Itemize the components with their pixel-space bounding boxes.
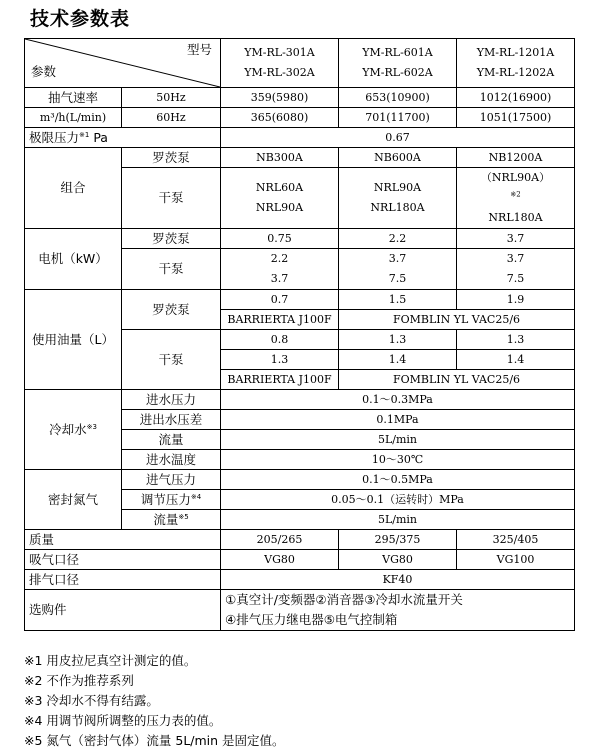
model-1-line1: YM-RL-301A — [244, 46, 315, 59]
speed-60-2: 701(11700) — [339, 108, 457, 128]
spec-table — [24, 38, 575, 631]
ultimate-pressure-row — [25, 128, 575, 148]
oil-dry-2-line2: 1.4 — [339, 350, 457, 370]
oil-dry-label: 干泵 — [122, 330, 221, 390]
motor-roots-2: 2.2 — [339, 229, 457, 249]
speed-50-2: 653(10900) — [339, 88, 457, 108]
pumping-speed-row-50hz — [25, 88, 575, 108]
options-row — [25, 590, 575, 631]
cooling-temp-label: 进水温度 — [122, 450, 221, 470]
motor-dry-2-line1: 3.7 — [388, 252, 407, 265]
motor-dry-2-line2: 7.5 — [388, 272, 407, 285]
seal-regulated-pressure-label — [122, 490, 221, 510]
note-ref-3: ※3 — [86, 422, 97, 431]
options-line1: ①真空计/变频器②消音器③冷却水流量开关 — [225, 592, 463, 607]
note-ref-2: ※2 — [510, 190, 521, 199]
combination-roots-row — [25, 148, 575, 168]
options-value — [221, 590, 575, 631]
inlet-1: VG80 — [221, 550, 339, 570]
oil-dry-3-line2: 1.4 — [457, 350, 575, 370]
seal-regulated-pressure-text: 调节压力 — [140, 491, 191, 507]
speed-50-1: 359(5980) — [221, 88, 339, 108]
oil-dry-1-line2: 1.3 — [221, 350, 339, 370]
seal-row-1 — [25, 470, 575, 490]
model-2-line2: YM-RL-602A — [362, 66, 433, 79]
note-ref-1: ※1 — [79, 130, 90, 139]
model-column-3 — [457, 39, 575, 88]
ultimate-pressure-text: 极限压力 — [29, 129, 80, 145]
model-2-line1: YM-RL-601A — [362, 46, 433, 59]
header-diagonal-cell — [25, 39, 221, 88]
motor-dry-label: 干泵 — [122, 249, 221, 290]
combination-dry-3-line2: NRL180A — [488, 211, 543, 224]
footnote-5: ※5 氮气（密封气体）流量 5L/min 是固定值。 — [24, 733, 285, 748]
inlet-3: VG100 — [457, 550, 575, 570]
model-3-line2: YM-RL-1202A — [476, 66, 555, 79]
options-line2: ④排气压力继电器⑤电气控制箱 — [225, 612, 398, 627]
oil-roots-type-2: FOMBLIN YL VAC25/6 — [339, 310, 575, 330]
model-1-line2: YM-RL-302A — [244, 66, 315, 79]
page-title: 技术参数表 — [30, 8, 131, 30]
combination-dry-2 — [339, 168, 457, 229]
combination-dry-3-line1 — [459, 168, 572, 208]
inlet-label: 吸气口径 — [25, 550, 221, 570]
combination-roots-1: NB300A — [221, 148, 339, 168]
oil-dry-1-line1: 0.8 — [221, 330, 339, 350]
note-ref-5: ※5 — [178, 512, 189, 521]
mass-row — [25, 530, 575, 550]
cooling-inlet-pressure-label: 进水压力 — [122, 390, 221, 410]
pressure-unit: Pa — [93, 129, 108, 145]
seal-inlet-pressure-label — [122, 470, 221, 490]
combination-dry-1 — [221, 168, 339, 229]
speed-60-1: 365(6080) — [221, 108, 339, 128]
oil-roots-1: 0.7 — [221, 290, 339, 310]
motor-dry-2 — [339, 249, 457, 290]
combination-dry-1-line2: NRL90A — [255, 201, 304, 214]
pumping-speed-label: 抽气速率 — [25, 88, 122, 108]
exhaust-value: KF40 — [221, 570, 575, 590]
motor-dry-1-line1: 2.2 — [270, 252, 289, 265]
seal-inlet-pressure-text: 进气压力 — [145, 471, 196, 487]
mass-2: 295/375 — [339, 530, 457, 550]
seal-inlet-pressure-value: 0.1～0.5MPa — [221, 470, 575, 490]
motor-roots-row — [25, 229, 575, 249]
motor-roots-3: 3.7 — [457, 229, 575, 249]
exhaust-row — [25, 570, 575, 590]
motor-dry-3 — [457, 249, 575, 290]
options-label: 选购件 — [25, 590, 221, 631]
cooling-diff-pressure-label: 进出水压差 — [122, 410, 221, 430]
model-label: 型号 — [186, 42, 212, 57]
footnote-1: ※1 用皮拉尼真空计测定的值。 — [24, 653, 197, 668]
cooling-flow-value: 5L/min — [221, 430, 575, 450]
combination-roots-label: 罗茨泵 — [122, 148, 221, 168]
seal-regulated-pressure-value: 0.05～0.1（运转时）MPa — [221, 490, 575, 510]
ultimate-pressure-label — [25, 128, 221, 148]
oil-dry-type-1: BARRIERTA J100F — [221, 370, 339, 390]
ultimate-pressure-value: 0.67 — [221, 128, 575, 148]
speed-60-3: 1051(17500) — [457, 108, 575, 128]
speed-50-3: 1012(16900) — [457, 88, 575, 108]
cooling-label — [25, 390, 122, 470]
seal-flow-text: 流量 — [153, 511, 179, 527]
model-column-1 — [221, 39, 339, 88]
cooling-flow-label: 流量 — [122, 430, 221, 450]
footnote-4: ※4 用调节阀所调整的压力表的值。 — [24, 713, 222, 728]
motor-label: 电机（kW） — [25, 229, 122, 290]
footnotes — [24, 651, 285, 751]
motor-dry-1-line2: 3.7 — [270, 272, 289, 285]
combination-dry-3-line1-text: （NRL90A） — [480, 171, 551, 184]
exhaust-label: 排气口径 — [25, 570, 221, 590]
oil-dry-2-line1: 1.3 — [339, 330, 457, 350]
motor-dry-3-line1: 3.7 — [506, 252, 525, 265]
combination-label: 组合 — [25, 148, 122, 229]
footnote-2: ※2 不作为推荐系列 — [24, 673, 134, 688]
seal-flow-label — [122, 510, 221, 530]
cooling-diff-pressure-value: 0.1MPa — [221, 410, 575, 430]
combination-dry-1-line1: NRL60A — [255, 181, 304, 194]
motor-dry-3-line2: 7.5 — [506, 272, 525, 285]
note-ref-4: ※4 — [190, 492, 202, 501]
footnote-3: ※3 冷却水不得有结露。 — [24, 693, 159, 708]
seal-flow-value: 5L/min — [221, 510, 575, 530]
combination-dry-3 — [457, 168, 575, 229]
cooling-temp-value: 10～30℃ — [221, 450, 575, 470]
pumping-speed-unit: m³/h(L/min) — [25, 108, 122, 128]
seal-gas-label: 密封氮气 — [25, 470, 122, 530]
header-row — [25, 39, 575, 88]
motor-roots-label: 罗茨泵 — [122, 229, 221, 249]
param-label: 参数 — [31, 64, 57, 79]
combination-roots-3: NB1200A — [457, 148, 575, 168]
mass-3: 325/405 — [457, 530, 575, 550]
oil-roots-3: 1.9 — [457, 290, 575, 310]
combination-dry-label: 干泵 — [122, 168, 221, 229]
mass-label: 质量 — [25, 530, 221, 550]
model-column-2 — [339, 39, 457, 88]
mass-1: 205/265 — [221, 530, 339, 550]
motor-dry-1 — [221, 249, 339, 290]
oil-roots-label: 罗茨泵 — [122, 290, 221, 330]
oil-dry-type-2: FOMBLIN YL VAC25/6 — [339, 370, 575, 390]
oil-roots-type-1: BARRIERTA J100F — [221, 310, 339, 330]
oil-dry-3-line1: 1.3 — [457, 330, 575, 350]
cooling-inlet-pressure-value: 0.1～0.3MPa — [221, 390, 575, 410]
cooling-row-1 — [25, 390, 575, 410]
inlet-2: VG80 — [339, 550, 457, 570]
combination-dry-2-line2: NRL180A — [370, 201, 425, 214]
freq-60hz: 60Hz — [122, 108, 221, 128]
motor-roots-1: 0.75 — [221, 229, 339, 249]
inlet-row — [25, 550, 575, 570]
model-3-line1: YM-RL-1201A — [476, 46, 555, 59]
oil-roots-row — [25, 290, 575, 310]
combination-roots-2: NB600A — [339, 148, 457, 168]
combination-dry-2-line1: NRL90A — [373, 181, 422, 194]
cooling-label-text: 冷却水 — [49, 421, 87, 437]
oil-roots-2: 1.5 — [339, 290, 457, 310]
pumping-speed-row-60hz — [25, 108, 575, 128]
oil-label: 使用油量（L） — [25, 290, 122, 390]
freq-50hz: 50Hz — [122, 88, 221, 108]
